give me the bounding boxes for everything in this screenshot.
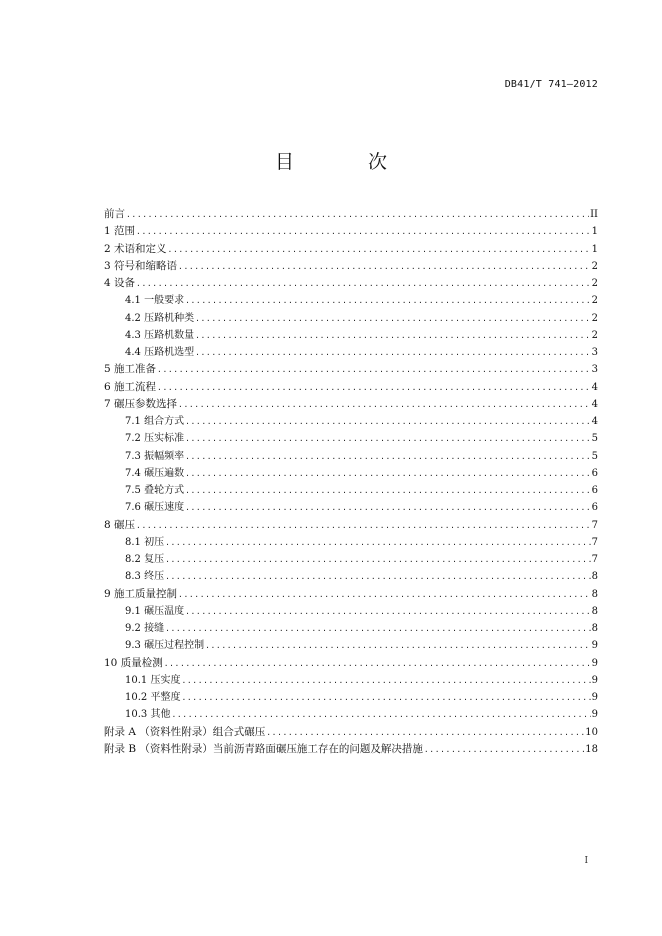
toc-entry[interactable] [104, 655, 598, 672]
toc-entry-page: 1 [591, 243, 598, 255]
toc-entry[interactable] [104, 689, 598, 706]
toc-entry-page: 8 [591, 571, 598, 583]
toc-entry-label: 4.4 压路机选型 [125, 347, 195, 358]
toc-entry-label: 8.1 初压 [125, 536, 165, 548]
toc-entry-label: 5 施工准备 [104, 363, 157, 376]
toc-entry-label: 附录 B （资料性附录）当前沥青路面碾压施工存在的问题及解决措施 [104, 742, 423, 755]
toc-entry-page: 2 [591, 295, 598, 307]
toc-leader-dots [185, 448, 591, 465]
toc-entry-label: 8.3 终压 [125, 571, 165, 583]
toc-entry-label: 7.1 组合方式 [125, 416, 185, 427]
toc-entry-label: 4.1 一般要求 [125, 295, 185, 307]
toc-entry[interactable] [104, 482, 598, 499]
toc-leader-dots [171, 706, 590, 723]
toc-entry-page: 9 [591, 692, 598, 703]
toc-entry-page: 9 [591, 709, 598, 721]
toc-entry[interactable] [104, 361, 598, 378]
toc-entry[interactable] [104, 241, 598, 258]
toc-entry[interactable] [104, 603, 598, 620]
toc-entry-page: 9 [591, 674, 598, 686]
toc-entry[interactable] [104, 741, 598, 758]
toc-leader-dots [178, 396, 591, 413]
toc-entry[interactable] [104, 637, 598, 654]
toc-entry-page: 9 [591, 640, 598, 652]
toc-entry[interactable] [104, 258, 598, 275]
toc-entry-page: 5 [591, 433, 598, 445]
toc-entry-label: 7.5 叠轮方式 [125, 485, 185, 496]
toc-entry-page: 4 [591, 381, 598, 393]
toc-entry-label: 10.3 其他 [125, 709, 171, 721]
toc-entry-label: 3 符号和缩略语 [104, 259, 178, 272]
toc-entry-page: 7 [591, 554, 598, 565]
toc-leader-dots [165, 568, 591, 585]
toc-entry-page: 4 [591, 416, 598, 427]
toc-entry-label: 10 质量检测 [104, 656, 163, 669]
toc-entry[interactable] [104, 327, 598, 344]
toc-entry-label: 8 碾压 [104, 518, 136, 531]
toc-leader-dots [157, 361, 591, 378]
toc-leader-dots [164, 655, 591, 672]
toc-entry[interactable] [104, 499, 598, 516]
toc-leader-dots [165, 534, 591, 551]
toc-entry[interactable] [104, 292, 598, 309]
toc-leader-dots [136, 275, 591, 292]
toc-entry[interactable] [104, 534, 598, 551]
toc-leader-dots [185, 430, 591, 447]
toc-entry-page: 2 [591, 278, 598, 289]
toc-entry-page: 7 [591, 536, 598, 548]
toc-entry[interactable] [104, 275, 598, 292]
toc-entry-label: 7.3 振幅频率 [125, 450, 185, 462]
toc-entry[interactable] [104, 620, 598, 637]
toc-leader-dots [126, 206, 589, 223]
toc-entry[interactable] [104, 724, 598, 741]
toc-entry-label: 9.1 碾压温度 [125, 605, 185, 617]
page-title: 目 次 [274, 151, 422, 173]
toc-leader-dots [185, 482, 591, 499]
toc-entry-page: 7 [591, 519, 598, 531]
toc-entry-label: 4 设备 [104, 277, 136, 289]
toc-entry-label: 9.3 碾压过程控制 [125, 640, 205, 652]
toc-leader-dots [185, 413, 591, 430]
toc-leader-dots [185, 603, 591, 620]
toc-entry-page: 5 [591, 450, 598, 462]
toc-entry-label: 9.2 接缝 [125, 623, 165, 634]
toc-entry-page: 9 [591, 657, 598, 669]
toc-leader-dots [266, 724, 584, 741]
toc-leader-dots [424, 741, 584, 758]
toc-entry-label: 附录 A （资料性附录）组合式碾压 [104, 725, 266, 738]
toc-entry-page: II [590, 209, 598, 220]
toc-leader-dots [185, 499, 591, 516]
toc-entry[interactable] [104, 517, 598, 534]
toc-entry[interactable] [104, 465, 598, 482]
toc-entry[interactable] [104, 568, 598, 585]
toc-entry-page: 8 [591, 588, 598, 600]
toc-entry-label: 6 施工流程 [104, 380, 157, 393]
toc-leader-dots [195, 327, 591, 344]
toc-entry[interactable] [104, 396, 598, 413]
page-number: I [584, 856, 588, 866]
toc-leader-dots [157, 379, 591, 396]
toc-entry-page: 18 [585, 743, 598, 755]
toc-entry[interactable] [104, 344, 598, 361]
toc-leader-dots [136, 517, 591, 534]
toc-entry[interactable] [104, 672, 598, 689]
toc-entry-page: 6 [591, 467, 598, 479]
toc-entry-page: 1 [591, 226, 598, 238]
toc-entry-page: 4 [591, 398, 598, 410]
toc-entry[interactable] [104, 379, 598, 396]
toc-entry-label: 4.2 压路机种类 [125, 312, 195, 324]
toc-entry-label: 2 术语和定义 [104, 242, 167, 255]
toc-entry-page: 2 [591, 312, 598, 324]
toc-entry-label: 前言 [104, 208, 125, 220]
toc-entry[interactable] [104, 223, 598, 240]
toc-entry-label: 1 范围 [104, 225, 136, 238]
toc-leader-dots [185, 465, 591, 482]
toc-entry-label: 7.2 压实标准 [125, 433, 185, 445]
toc-entry-label: 8.2 复压 [125, 554, 165, 565]
toc-entry[interactable] [104, 706, 598, 723]
table-of-contents [104, 206, 598, 758]
toc-entry-page: 3 [591, 364, 598, 376]
toc-entry[interactable] [104, 310, 598, 327]
toc-leader-dots [205, 637, 591, 654]
toc-entry-label: 7.6 碾压速度 [125, 502, 185, 514]
toc-entry-label: 10.1 压实度 [125, 674, 181, 686]
toc-entry-label: 10.2 平整度 [125, 692, 181, 703]
toc-leader-dots [195, 344, 591, 361]
toc-leader-dots [181, 672, 590, 689]
toc-entry-page: 10 [585, 726, 598, 738]
toc-entry[interactable] [104, 430, 598, 447]
toc-leader-dots [185, 292, 591, 309]
toc-entry-page: 6 [591, 502, 598, 514]
toc-leader-dots [165, 620, 591, 637]
toc-leader-dots [181, 689, 590, 706]
toc-entry[interactable] [104, 586, 598, 603]
toc-entry-page: 8 [591, 605, 598, 617]
toc-leader-dots [168, 241, 591, 258]
toc-leader-dots [165, 551, 591, 568]
toc-entry-label: 7 碾压参数选择 [104, 397, 178, 410]
toc-entry-page: 2 [591, 329, 598, 341]
toc-entry-page: 6 [591, 485, 598, 496]
toc-entry-label: 7.4 碾压遍数 [125, 467, 185, 479]
toc-leader-dots [178, 258, 591, 275]
toc-leader-dots [136, 223, 591, 240]
toc-leader-dots [195, 310, 591, 327]
toc-entry[interactable] [104, 413, 598, 430]
toc-entry-label: 9 施工质量控制 [104, 587, 178, 600]
toc-entry-page: 8 [591, 623, 598, 634]
toc-entry-page: 2 [591, 260, 598, 272]
toc-entry-label: 4.3 压路机数量 [125, 329, 195, 341]
document-code: DB41/T 741—2012 [504, 79, 598, 90]
toc-entry[interactable] [104, 551, 598, 568]
toc-entry[interactable] [104, 206, 598, 223]
toc-entry-page: 3 [591, 347, 598, 358]
toc-leader-dots [178, 586, 591, 603]
toc-entry[interactable] [104, 448, 598, 465]
